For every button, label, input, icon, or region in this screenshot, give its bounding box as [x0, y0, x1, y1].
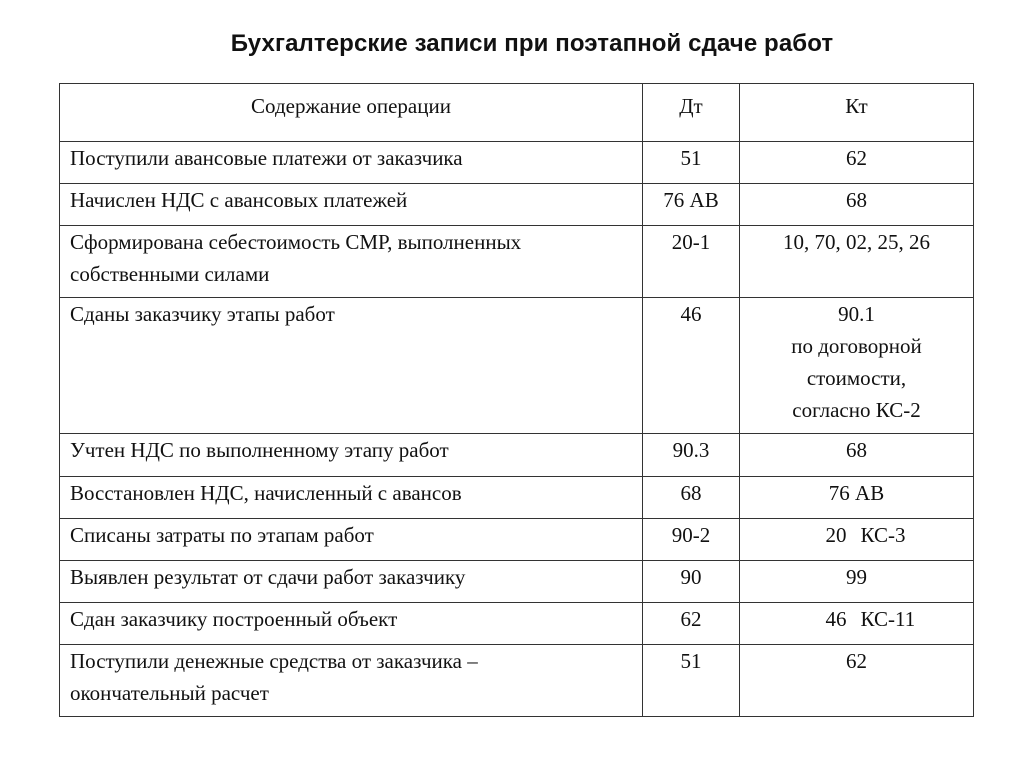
credit-text: 68	[846, 188, 867, 212]
operation-text: Учтен НДС по выполненному этапу работ	[70, 438, 449, 462]
table-row	[60, 603, 974, 645]
table-row	[60, 142, 974, 184]
operation-cell	[60, 477, 643, 519]
operation-cell	[60, 298, 643, 434]
operation-text: Начислен НДС с авансовых платежей	[70, 188, 408, 212]
debit-cell: 90-2	[643, 519, 740, 561]
credit-cell	[740, 298, 974, 434]
credit-text: 99	[846, 565, 867, 589]
operation-text-line-1: Поступили денежные средства от заказчика –	[70, 649, 478, 673]
credit-cell	[740, 603, 974, 645]
table-row	[60, 226, 974, 298]
debit-cell: 90	[643, 561, 740, 603]
credit-text: 62	[846, 146, 867, 170]
credit-text: 10, 70, 02, 25, 26	[783, 230, 930, 254]
credit-cell	[740, 645, 974, 717]
debit-cell: 62	[643, 603, 740, 645]
credit-cell	[740, 477, 974, 519]
credit-cell	[740, 226, 974, 298]
debit-cell: 51	[643, 142, 740, 184]
credit-pair	[795, 523, 929, 547]
credit-text: 68	[846, 438, 867, 462]
credit-text-line-2: по договорной	[791, 334, 922, 358]
credit-text: 62	[846, 649, 867, 673]
debit-cell: 76 АВ	[643, 184, 740, 226]
credit-account: 46	[825, 607, 847, 631]
credit-document: КС-3	[860, 523, 906, 547]
credit-account: 20	[825, 523, 847, 547]
table-row	[60, 298, 974, 434]
table-row	[60, 184, 974, 226]
operation-text-line-2: окончательный расчет	[70, 681, 269, 705]
credit-cell	[740, 519, 974, 561]
table-row	[60, 519, 974, 561]
table-row	[60, 477, 974, 519]
operation-cell	[60, 226, 643, 298]
header-operation: Содержание операции	[60, 84, 643, 142]
credit-pair	[795, 607, 929, 631]
operation-cell	[60, 645, 643, 717]
table-row	[60, 561, 974, 603]
operation-text: Поступили авансовые платежи от заказчика	[70, 146, 463, 170]
credit-cell	[740, 142, 974, 184]
debit-cell: 90.3	[643, 434, 740, 477]
operation-cell	[60, 142, 643, 184]
debit-cell: 68	[643, 477, 740, 519]
table-header-row	[60, 84, 974, 142]
debit-cell: 51	[643, 645, 740, 717]
operation-text: Списаны затраты по этапам работ	[70, 523, 374, 547]
operation-text-line-1: Сформирована себестоимость СМР, выполненных	[70, 230, 522, 254]
operation-cell	[60, 603, 643, 645]
operation-text-line-2: собственными силами	[70, 262, 270, 286]
credit-cell	[740, 184, 974, 226]
credit-cell	[740, 561, 974, 603]
credit-cell	[740, 434, 974, 477]
debit-cell: 20-1	[643, 226, 740, 298]
operation-text: Восстановлен НДС, начисленный с авансов	[70, 481, 462, 505]
table-row	[60, 434, 974, 477]
credit-text-line-3: стоимости,	[806, 366, 907, 390]
credit-text-line-4: согласно КС-2	[792, 398, 921, 422]
operation-cell	[60, 519, 643, 561]
operation-cell	[60, 561, 643, 603]
credit-text-line-1: 90.1	[838, 302, 875, 326]
operation-text: Сдан заказчику построенный объект	[70, 607, 398, 631]
page-title: Бухгалтерские записи при поэтапной сдаче работ	[230, 30, 834, 57]
operation-cell	[60, 184, 643, 226]
header-credit: Кт	[740, 84, 974, 142]
operation-cell	[60, 434, 643, 477]
operation-text: Сданы заказчику этапы работ	[70, 302, 335, 326]
debit-cell: 46	[643, 298, 740, 434]
table-row	[60, 645, 974, 717]
header-debit: Дт	[643, 84, 740, 142]
credit-text: 76 АВ	[828, 481, 885, 505]
credit-document: КС-11	[860, 607, 916, 631]
operation-text: Выявлен результат от сдачи работ заказчику	[70, 565, 466, 589]
accounting-entries-table	[59, 83, 974, 717]
